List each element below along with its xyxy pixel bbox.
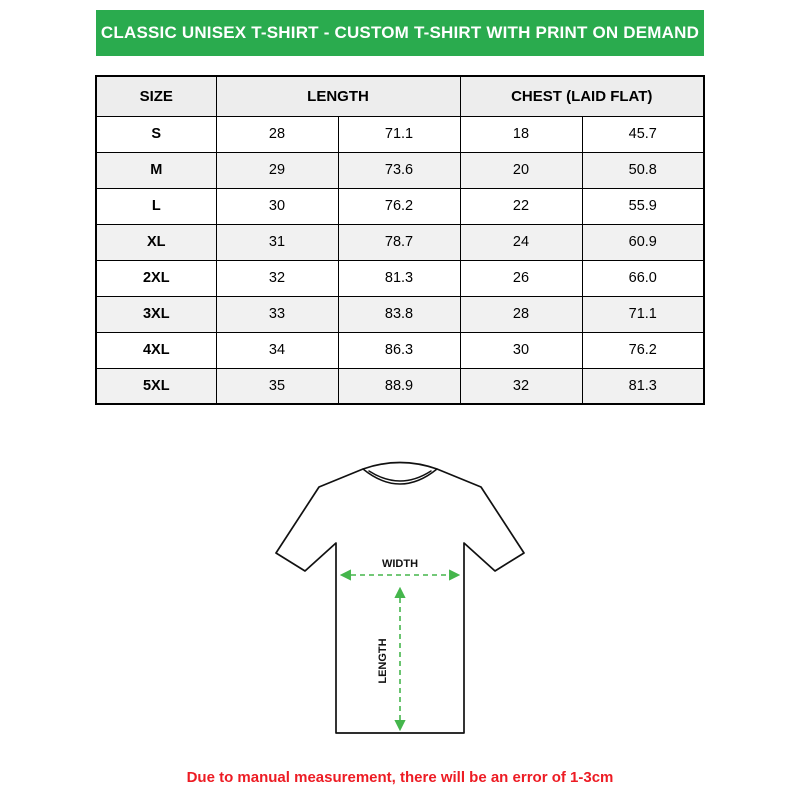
page [0, 10, 800, 810]
length-in-cell: 34 [216, 332, 338, 368]
chest-in-cell: 20 [460, 152, 582, 188]
size-chart-table [95, 75, 705, 405]
table-row [96, 368, 704, 404]
width-label: WIDTH [381, 558, 419, 570]
length-in-cell: 30 [216, 188, 338, 224]
chest-cm-cell: 60.9 [582, 224, 704, 260]
chest-cm-cell: 50.8 [582, 152, 704, 188]
length-in-cell: 28 [216, 116, 338, 152]
length-in-cell: 31 [216, 224, 338, 260]
length-in-cell: 29 [216, 152, 338, 188]
table-row [96, 116, 704, 152]
chest-cm-cell: 81.3 [582, 368, 704, 404]
size-cell: 5XL [96, 368, 216, 404]
chest-in-cell: 24 [460, 224, 582, 260]
length-cm-cell: 78.7 [338, 224, 460, 260]
chest-in-cell: 32 [460, 368, 582, 404]
chest-in-cell: 18 [460, 116, 582, 152]
header-length: LENGTH [216, 76, 460, 116]
measurement-note: Due to manual measurement, there will be an error of 1-3cm [186, 769, 614, 786]
tshirt-measurement-diagram [250, 449, 550, 749]
length-in-cell: 35 [216, 368, 338, 404]
chest-cm-cell: 45.7 [582, 116, 704, 152]
table-row [96, 296, 704, 332]
chest-cm-cell: 76.2 [582, 332, 704, 368]
table-row [96, 260, 704, 296]
chest-cm-cell: 66.0 [582, 260, 704, 296]
size-cell: M [96, 152, 216, 188]
header-size: SIZE [96, 76, 216, 116]
table-row [96, 152, 704, 188]
length-in-cell: 32 [216, 260, 338, 296]
table-header-row [96, 76, 704, 116]
page-title: CLASSIC UNISEX T-SHIRT - CUSTOM T-SHIRT WITH PRINT ON DEMAND [100, 23, 700, 42]
size-cell: 2XL [96, 260, 216, 296]
length-cm-cell: 71.1 [338, 116, 460, 152]
length-label: LENGTH [377, 638, 389, 684]
length-cm-cell: 73.6 [338, 152, 460, 188]
table-row [96, 332, 704, 368]
table-row [96, 224, 704, 260]
tshirt-outline-icon [250, 449, 550, 749]
size-cell: S [96, 116, 216, 152]
chest-in-cell: 22 [460, 188, 582, 224]
length-in-cell: 33 [216, 296, 338, 332]
size-cell: 3XL [96, 296, 216, 332]
size-cell: 4XL [96, 332, 216, 368]
length-cm-cell: 83.8 [338, 296, 460, 332]
length-cm-cell: 81.3 [338, 260, 460, 296]
length-cm-cell: 86.3 [338, 332, 460, 368]
size-cell: L [96, 188, 216, 224]
header-chest: CHEST (LAID FLAT) [460, 76, 704, 116]
title-banner [96, 10, 704, 56]
chest-in-cell: 30 [460, 332, 582, 368]
chest-cm-cell: 55.9 [582, 188, 704, 224]
chest-in-cell: 28 [460, 296, 582, 332]
chest-cm-cell: 71.1 [582, 296, 704, 332]
length-cm-cell: 76.2 [338, 188, 460, 224]
table-row [96, 188, 704, 224]
size-cell: XL [96, 224, 216, 260]
length-cm-cell: 88.9 [338, 368, 460, 404]
chest-in-cell: 26 [460, 260, 582, 296]
